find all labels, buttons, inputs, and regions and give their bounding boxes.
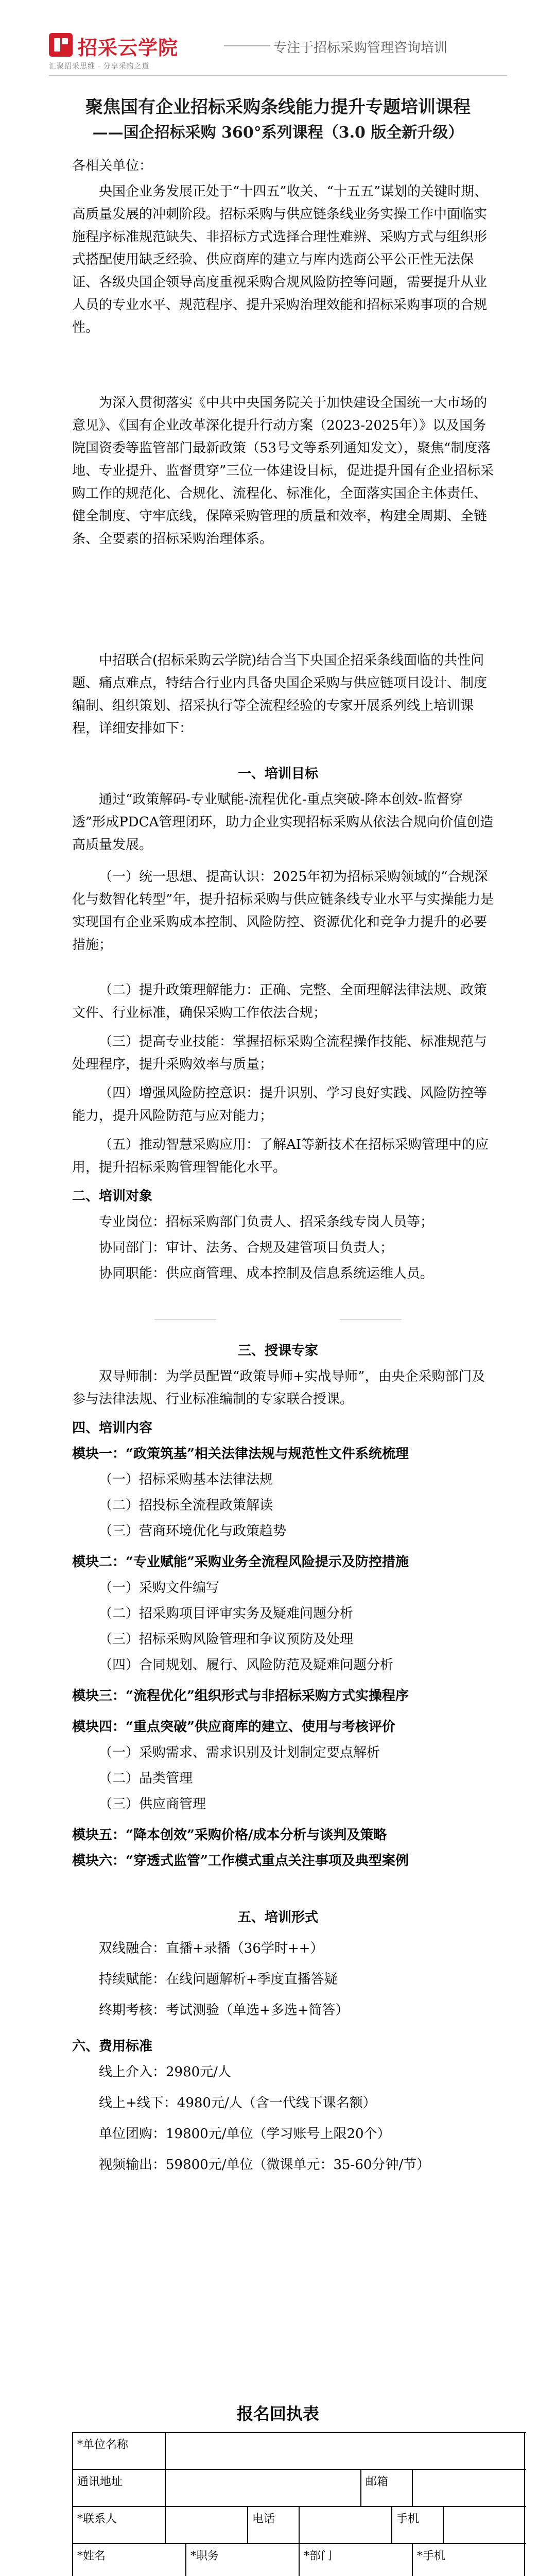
mail-label: 邮箱 bbox=[361, 2470, 413, 2506]
unit-field[interactable] bbox=[166, 2433, 525, 2469]
module-heading: 模块二：“专业赋能”采购业务全流程风险提示及防控措施 bbox=[72, 1554, 409, 1570]
phone-label: 电话 bbox=[248, 2507, 300, 2543]
module-item: （二）招投标全流程政策解读 bbox=[99, 1498, 273, 1513]
fee-item: 线上+线下：4980元/人（含一代线下课名额） bbox=[99, 2095, 376, 2111]
module-heading: 模块四：“重点突破”供应商库的建立、使用与考核评价 bbox=[72, 1719, 395, 1735]
section-2-item: 专业岗位：招标采购部门负责人、招采条线专岗人员等； bbox=[99, 1214, 434, 1230]
unit-label: *单位名称 bbox=[73, 2433, 166, 2469]
module-item: （三）招标采购风险管理和争议预防及处理 bbox=[99, 1632, 354, 1647]
registration-table bbox=[72, 2432, 526, 2576]
table-row bbox=[73, 2470, 526, 2507]
table-row bbox=[73, 2544, 526, 2576]
module-item: （四）合同规划、履行、风险防范及疑难问题分析 bbox=[99, 1657, 394, 1673]
fee-item: 线上介入：2980元/人 bbox=[99, 2064, 231, 2080]
salutation: 各相关单位： bbox=[72, 158, 153, 174]
module-heading: 模块五：“降本创效”采购价格/成本分析与谈判及策略 bbox=[72, 1827, 387, 1843]
section-1-item: （一）统一思想、提高认识：2025年初为招标采购领域的“合规深化与数智化转型”年，提升招标采购与供应链条线专业水平与实操能力是实现国有企业采购成本控制、风险防控、资源优化和竞争力提升的必要措施； bbox=[72, 869, 494, 953]
logo-icon bbox=[49, 33, 73, 57]
section-2-item: 协同职能：供应商管理、成本控制及信息系统运维人员。 bbox=[99, 1266, 434, 1281]
section-5-item: 双线融合：直播+录播（36学时++） bbox=[99, 1941, 324, 1956]
logo bbox=[49, 30, 219, 71]
section-3-text: 双导师制：为学员配置“政策导师+实战导师”，由央企采购部门及参与法律法规、行业标准编制的专家联合授课。 bbox=[72, 1369, 485, 1407]
header-divider bbox=[224, 45, 270, 46]
module-item: （二）招采购项目评审实务及疑难问题分析 bbox=[99, 1606, 354, 1621]
table-row bbox=[73, 2433, 526, 2470]
mobile-field[interactable] bbox=[444, 2507, 525, 2543]
fee-item: 视频输出：59800元/单位（微课单元：35-60分钟/节） bbox=[99, 2157, 430, 2173]
section-5-item: 终期考核：考试测验（单选+多选+简答） bbox=[99, 2003, 349, 2018]
logo-subtitle: 汇聚招采思维 · 分享采购之道 bbox=[49, 62, 150, 70]
table-row bbox=[73, 2507, 526, 2544]
module-heading: 模块六：“穿透式监管”工作模式重点关注事项及典型案例 bbox=[72, 1853, 409, 1869]
logo-name: 招采云学院 bbox=[78, 38, 179, 59]
section-5-item: 持续赋能：在线问题解析+季度直播答疑 bbox=[99, 1972, 338, 1987]
page-title: 聚焦国有企业招标采购条线能力提升专题培训课程 bbox=[85, 97, 471, 117]
section-1-item: （四）增强风险防控意识：提升识别、学习良好实践、风险防控等能力，提升风险防范与应对能力； bbox=[72, 1086, 488, 1124]
address-field[interactable] bbox=[166, 2470, 361, 2506]
module-item: （二）品类管理 bbox=[99, 1771, 193, 1786]
module-item: （一）采购文件编写 bbox=[99, 1580, 220, 1596]
section-2-title: 二、培训对象 bbox=[72, 1189, 153, 1204]
page-subtitle: ——国企招标采购 360°系列课程（3.0 版全新升级） bbox=[92, 124, 464, 142]
module-heading: 模块一：“政策筑基”相关法律法规与规范性文件系统梳理 bbox=[72, 1446, 409, 1462]
section-6-title: 六、费用标准 bbox=[72, 2039, 153, 2054]
column-header: *手机 bbox=[413, 2544, 525, 2576]
intro-paragraph-3: 中招联合(招标采购云学院)结合当下央国企招采条线面临的共性问题、痛点难点，特结合行业内具备央国企采购与供应链项目设计、制度编制、组织策划、招采执行等全流程经验的专家开展系列线上培训课程，详细安排如下： bbox=[72, 653, 488, 736]
column-header: *部门 bbox=[300, 2544, 413, 2576]
section-5-title: 五、培训形式 bbox=[237, 1910, 318, 1925]
module-item: （三）营商环境优化与政策趋势 bbox=[99, 1523, 287, 1539]
section-1-title: 一、培训目标 bbox=[237, 766, 318, 782]
section-1-item: （二）提升政策理解能力：正确、完整、全面理解法律法规、政策文件、行业标准，确保采购工作依法合规； bbox=[72, 982, 488, 1021]
address-label: 通讯地址 bbox=[73, 2470, 166, 2506]
section-1-lead: 通过“政策解码-专业赋能-流程优化-重点突破-降本创效-监督穿透”形成PDCA管理闭环，助力企业实现招标采购从依法合规向价值创造高质量发展。 bbox=[72, 792, 494, 853]
section-1-item: （五）推动智慧采购应用：了解AI等新技术在招标采购管理中的应用，提升招标采购管理智能化水平。 bbox=[72, 1137, 489, 1175]
header-slogan: 专注于招标采购管理咨询培训 bbox=[273, 40, 448, 55]
intro-paragraph-1: 央国企业务发展正处于“十四五”收关、“十五五”谋划的关键时期、高质量发展的冲刺阶段。招标采购与供应链条线业务实操工作中面临实施程序标准规范缺失、非招标方式选择合理性难辨、采购方式与组织形式搭配使用缺乏经验、供应商库的建立与库内选商公平公正性无法保证、各级央国企领导高度重视采购合规风险防控等问题，需要提升从业人员的专业水平、规范程序、提升采购治理效能和招标采购事项的合规性。 bbox=[72, 184, 488, 335]
header bbox=[49, 30, 507, 76]
module-item: （一）招标采购基本法律法规 bbox=[99, 1472, 273, 1487]
contact-label: *联系人 bbox=[73, 2507, 166, 2543]
module-item: （一）采购需求、需求识别及计划制定要点解析 bbox=[99, 1745, 380, 1760]
column-header: *职务 bbox=[186, 2544, 300, 2576]
phone-field[interactable] bbox=[300, 2507, 392, 2543]
mobile-label: 手机 bbox=[392, 2507, 444, 2543]
module-item: （三）供应商管理 bbox=[99, 1797, 206, 1812]
mail-field[interactable] bbox=[413, 2470, 525, 2506]
module-heading: 模块三：“流程优化”组织形式与非招标采购方式实操程序 bbox=[72, 1688, 409, 1704]
section-3-title: 三、授课专家 bbox=[237, 1343, 318, 1359]
registration-form-title: 报名回执表 bbox=[236, 2404, 319, 2424]
fee-item: 单位团购：19800元/单位（学习账号上限20个） bbox=[99, 2126, 391, 2142]
section-4-title: 四、培训内容 bbox=[72, 1420, 153, 1436]
header-rule bbox=[49, 75, 507, 76]
column-header: *姓名 bbox=[73, 2544, 186, 2576]
intro-paragraph-2: 为深入贯彻落实《中共中央国务院关于加快建设全国统一大市场的意见》、《国有企业改革深化提升行动方案（2023-2025年）》以及国务院国资委等监管部门最新政策（53号文等系列通知发文），聚焦“制度落地、专业提升、监督贯穿”三位一体建设目标，促进提升国有企业招标采购工作的规范化、合规化、流程化、标准化，全面落实国企主体责任、健全制度、守牢底线，保障采购管理的质量和效率，构建全周期、全链条、全要素的招标采购治理体系。 bbox=[72, 395, 494, 547]
section-1-item: （三）提高专业技能：掌握招标采购全流程操作技能、标准规范与处理程序，提升采购效率与质量； bbox=[72, 1034, 488, 1072]
section-2-item: 协同部门：审计、法务、合规及建管项目负责人； bbox=[99, 1240, 394, 1256]
contact-field[interactable] bbox=[166, 2507, 248, 2543]
